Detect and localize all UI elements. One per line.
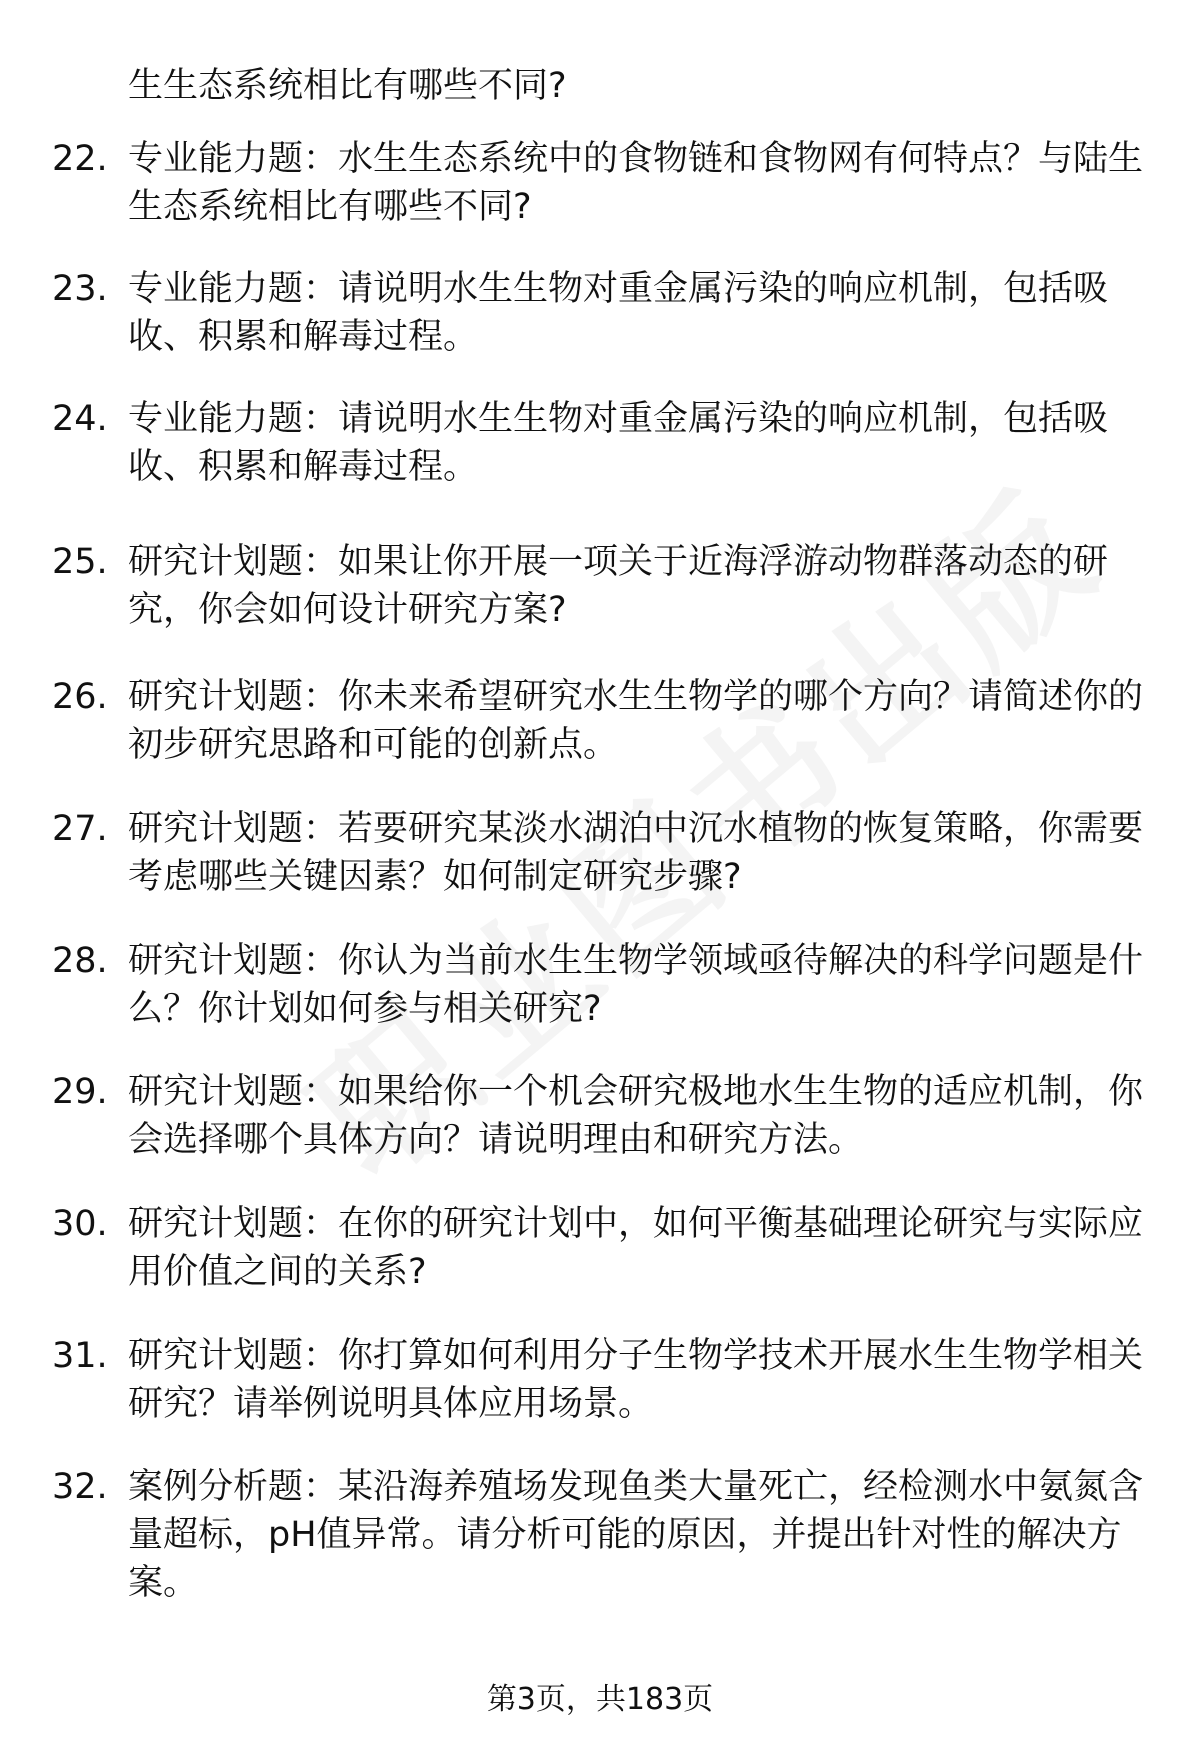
question-number: 26. xyxy=(52,677,108,717)
question-number: 24. xyxy=(52,399,108,439)
question-text: 研究计划题：若要研究某淡水湖泊中沉水植物的恢复策略，你需要考虑哪些关键因素？如何制定研究步骤? xyxy=(128,809,1144,897)
question-text: 研究计划题：你未来希望研究水生生物学的哪个方向？请简述你的初步研究思路和可能的创新点。 xyxy=(128,677,1144,765)
question-text: 研究计划题：在你的研究计划中，如何平衡基础理论研究与实际应用价值之间的关系? xyxy=(128,1204,1144,1292)
question-number: 29. xyxy=(52,1072,108,1112)
question-number: 23. xyxy=(52,269,108,309)
question-text: 研究计划题：如果给你一个机会研究极地水生生物的适应机制，你会选择哪个具体方向？请说明理由和研究方法。 xyxy=(128,1072,1144,1160)
question-number: 28. xyxy=(52,941,108,981)
question-text: 研究计划题：你认为当前水生生物学领域亟待解决的科学问题是什么？你计划如何参与相关研究? xyxy=(128,941,1144,1029)
question-text: 案例分析题：某沿海养殖场发现鱼类大量死亡，经检测水中氨氮含量超标，pH值异常。请分析可能的原因，并提出针对性的解决方案。 xyxy=(128,1467,1144,1603)
question-text: 专业能力题：水生生态系统中的食物链和食物网有何特点？与陆生生态系统相比有哪些不同? xyxy=(128,139,1144,227)
question-number: 25. xyxy=(52,542,108,582)
question-text: 专业能力题：请说明水生生物对重金属污染的响应机制，包括吸收、积累和解毒过程。 xyxy=(128,269,1109,357)
question-number: 22. xyxy=(52,139,108,179)
question-text: 研究计划题：你打算如何利用分子生物学技术开展水生生物学相关研究？请举例说明具体应用场景。 xyxy=(128,1336,1144,1424)
question-text: 研究计划题：如果让你开展一项关于近海浮游动物群落动态的研究，你会如何设计研究方案? xyxy=(128,542,1109,630)
continuation-text: 生生态系统相比有哪些不同? xyxy=(128,66,567,106)
question-number: 31. xyxy=(52,1336,108,1376)
question-number: 27. xyxy=(52,809,108,849)
question-number: 30. xyxy=(52,1204,108,1244)
question-text: 专业能力题：请说明水生生物对重金属污染的响应机制，包括吸收、积累和解毒过程。 xyxy=(128,399,1109,487)
question-number: 32. xyxy=(52,1467,108,1507)
page-footer: 第3页，共183页 xyxy=(486,1682,714,1717)
